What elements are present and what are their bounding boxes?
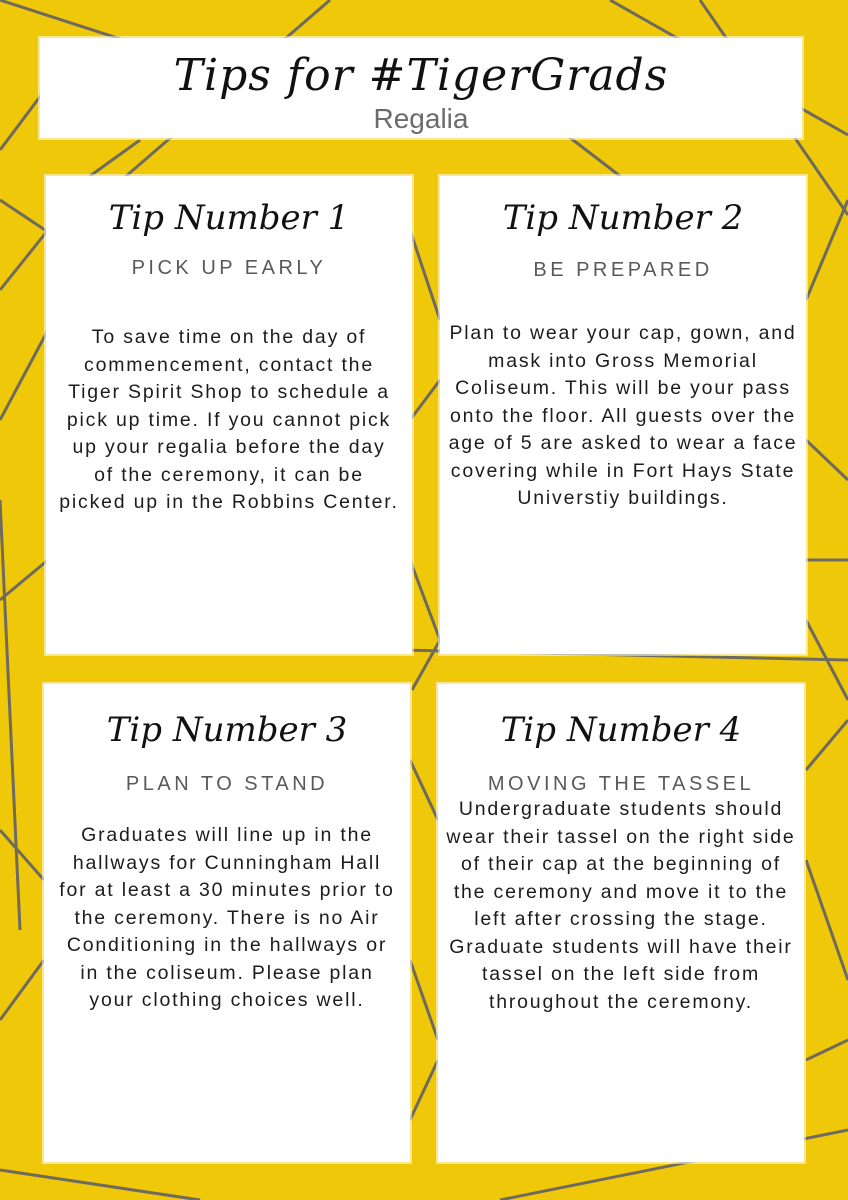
page-subtitle: Regalia [373, 103, 469, 134]
tip-body: Plan to wear your cap, gown, and mask into Gross Memorial Coliseum. This will be your pass onto the floor. All guests over the age of 5 are asked to wear a face covering while in Fort Hays State Universtiy buildings. [448, 322, 798, 509]
tip-card-1 [46, 176, 412, 654]
tip-heading: MOVING THE TASSEL [487, 773, 755, 795]
tip-heading: BE PREPARED [533, 259, 713, 281]
tip-title: Tip Number 2 [502, 198, 744, 238]
tip-title: Tip Number 3 [106, 710, 348, 750]
tip-card-2 [440, 176, 806, 654]
tip-title: Tip Number 1 [108, 198, 350, 238]
tip-body: To save time on the day of commencement, contact the Tiger Spirit Shop to schedule a pick up time. If you cannot pick up your regalia before the day of the ceremony, it can be picked up in the Robbins Center. [59, 326, 399, 513]
tip-heading: PICK UP EARLY [131, 257, 327, 279]
tip-heading: PLAN TO STAND [125, 773, 329, 795]
tip-card-4 [438, 684, 804, 1162]
header-banner [40, 38, 802, 138]
tip-body: Undergraduate students should wear their tassel on the right side of their cap at the beginning of the ceremony and move it to the left after crossing the stage. Graduate students will have their tassel on the left side from throughout the ceremony. [446, 798, 796, 1013]
tip-card-3 [44, 684, 410, 1162]
tip-body: Graduates will line up in the hallways for Cunningham Hall for at least a 30 minutes prior to the ceremony. There is no Air Conditioning in the hallways or in the coliseum. Please plan your clothing choices well. [59, 824, 395, 1011]
tip-title: Tip Number 4 [500, 710, 742, 750]
page-title: Tips for #TigerGrads [173, 50, 669, 101]
